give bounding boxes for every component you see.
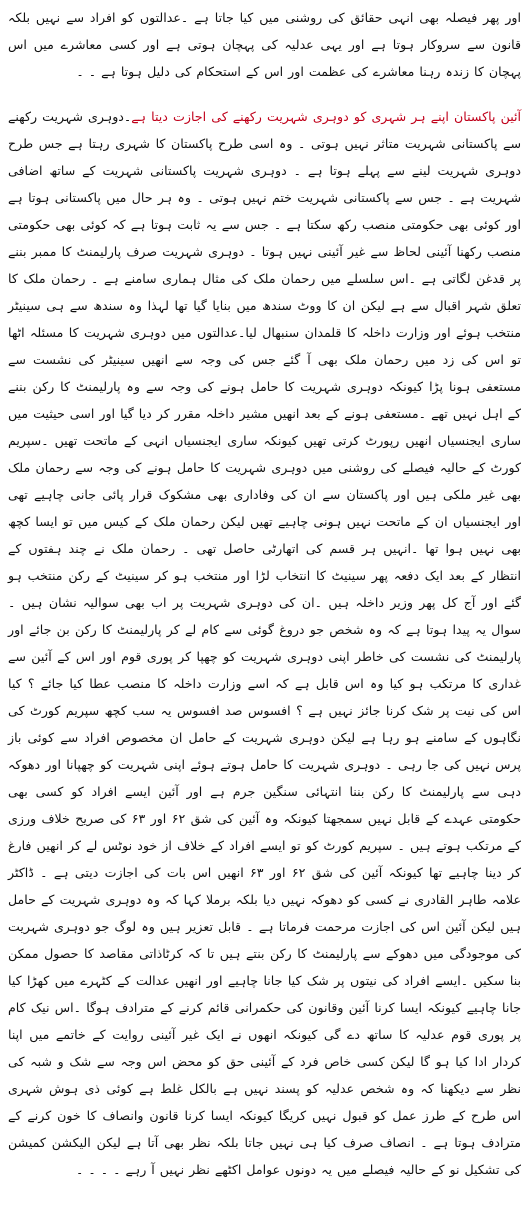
article-paragraph-2: [8, 103, 521, 1183]
article-paragraph-1: اور پھر فیصلہ بھی انہی حقائق کی روشنی میں کیا جاتا ہے ۔عدالتوں کو افراد سے نہیں بلکہ قانون سے سروکار ہوتا ہے اور یہی عدلیہ کی پہچان ہوتی ہے اور کسی معاشرے میں اس پہچان کا زندہ رہنا معاشرے کی عظمت اور اس کے استحکام کی دلیل ہوتا ہے ۔ ۔: [8, 10, 521, 79]
highlighted-lead-sentence: آئین پاکستان اپنے ہر شہری کو دوہری شہریت رکھنے کی اجازت دیتا ہے: [131, 109, 521, 124]
paragraph-2-body: ۔دوہری شہریت رکھنے سے پاکستانی شہریت متاثر نہیں ہوتی ۔ وہ اسی طرح پاکستان کا شہری رہتا ہے جس طرح دوہری شہریت لینے سے پہلے ہوتا ہے ۔ دوہری شہریت پاکستانی شہریت کے ساتھ اضافی شہریت ہے ۔ جس سے پاکستانی شہریت ختم نہیں ہوتی ۔ وہ ہر حال میں پاکستانی ہوتا ہے اور کوئی بھی حکومتی منصب رکھ سکتا ہے ۔ جس سے یہ ثابت ہوتا ہے کہ کوئی بھی حکومتی منصب رکھنا آئینی لحاظ سے غیر آئینی نہیں ہوتا ۔ دوہری شہریت صرف پارلیمنٹ کا ممبر بننے پر قدغن لگاتی ہے ۔اس سلسلے میں رحمان ملک کی مثال ہماری سامنے ہے ۔ رحمان ملک کا تعلق شہر اقبال سے ہے لیکن ان کا ووٹ سندھ میں بنایا گیا تھا لہذا وہ سندھ سے ہی سینیٹر منتخب ہوئے اور وزارت داخلہ کا قلمدان سنبھال لیا۔عدالتوں میں دوہری شہریت کا مسئلہ اٹھا تو اس کی زد میں رحمان ملک بھی آ گئے جس کی وجہ سے انھیں سینیٹر کی نشست سے مستعفی ہونا پڑا کیونکہ دوہری شہریت کا حامل ہونے کی وجہ سے وہ پارلیمنٹ کا رکن بننے کے اہل نہیں تھے ۔مستعفی ہونے کے بعد انھیں مشیر داخلہ مقرر کر دیا گیا اور اسی حیثیت میں ساری ایجنسیاں انھیں رپورٹ کرتی تھیں کیونکہ ساری ایجنسیاں انہی کے ماتحت تھیں ۔سپریم کورٹ کے حالیہ فیصلے کی روشنی میں دوہری شہریت کا حامل ہونے کی وجہ سے رحمان ملک بھی غیر ملکی ہیں اور پاکستان سے ان کی وفاداری بھی مشکوک قرار پائی جانی چاہیے تھی اور ایجنسیاں ان کے ماتحت نہیں ہونی چاہیے تھیں لیکن رحمان ملک کے کیس میں تو ایسا کچھ بھی نہیں ہوا تھا ۔انہیں ہر قسم کی اتھارٹی حاصل تھی ۔ رحمان ملک نے چند ہفتوں کے انتظار کے بعد ایک دفعہ پھر سینیٹ کا انتخاب لڑا اور منتخب ہو کر سینیٹ کے رکن منتخب ہو گئے اور آج کل پھر وزیر داخلہ ہیں ۔ان کی دوہری شہریت پر اب بھی سوالیہ نشان ہیں ۔ سوال یہ پیدا ہوتا ہے کہ وہ شخص جو دروغ گوئی سے کام لے کر پارلیمنٹ کا رکن بن جائے اور پارلیمنٹ کی نشست کی خاطر اپنی دوہری شہریت کو چھپا کر پوری قوم اور اس کے آئین سے غداری کا مرتکب ہو کیا وہ اس قابل ہے کہ اسے وزارت داخلہ کا منصب عطا کیا جائے ؟ کیا اس کی نیت پر شک کرنا جائز نہیں ہے ؟ افسوس صد افسوس یہ سب کچھ سپریم کورٹ کی نگاہوں کے سامنے ہو رہا ہے لیکن دوہری شہریت کے حامل ان مخصوص افراد سے کوئی باز پرس نہیں کی جا رہی ۔ دوہری شہریت کا حامل ہوتے ہوئے اپنی شہریت کو چھپانا اور دھوکہ دہی سے پارلیمنٹ کا رکن بننا انتہائی سنگین جرم ہے اور آئین ایسے افراد کو کسی بھی حکومتی عہدے کے قابل نہیں سمجھتا کیونکہ وہ آئین کی شق ۶۲ اور ۶۳ کی صریح خلاف ورزی کے مرتکب ہوتے ہیں ۔ سپریم کورٹ کو تو ایسے افراد کے خلاف از خود نوٹس لے کر انھیں فارغ کر دینا چاہیے تھا کیونکہ آئین کی شق ۶۲ اور ۶۳ انھیں اس بات کی اجازت دیتی ہے ۔ ڈاکٹر علامہ طاہر القادری نے کسی کو دھوکہ نہیں دیا بلکہ برملا کہا کہ وہ دوہری شہریت کے حامل ہیں لیکن آئین اس کی اجازت مرحمت فرماتا ہے ۔ قابل تعزیر ہیں وہ لوگ جو دوہری شہریت کی موجودگی میں دھوکے سے پارلیمنٹ کا رکن بنتے ہیں تا کہ کرٹاذاتی مقاصد کا حصول ممکن بنا سکیں ۔ایسے افراد کی نیتوں پر شک کیا جانا چاہیے اور انھیں عدالت کے کٹہرے میں کھڑا کیا جانا چاہیے کیونکہ ایسا کرنا آئین وقانون کی حکمرانی قائم کرنے کے مترادف ہوگا ۔اس نیک کام پر پوری قوم عدلیہ کا ساتھ دے گی کیونکہ انھوں نے ایک غیر آئینی روایت کے خاتمے میں اپنا کردار ادا کیا ہو گا لیکن کسی خاص فرد کے آئینی حق کو محض اس وجہ سے شک و شبہ کی نظر سے دیکھنا کہ وہ شخص عدلیہ کو پسند نہیں ہے بالکل غلط ہے کوئی ذی ہوش شہری اس طرح کے طرز عمل کو قبول نہیں کریگا کیونکہ ایسا کرنا قانون وانصاف کا خون کرنے کے مترادف ہوتا ہے ۔ انصاف صرف کیا ہی نہیں جاتا بلکہ نظر بھی آتا ہے لیکن الیکشن کمیشن کی تشکیل نو کے حالیہ فیصلے میں یہ دونوں عوامل اکٹھے نظر نہیں آ رہے ۔ ۔ ۔ ۔: [8, 109, 522, 1177]
